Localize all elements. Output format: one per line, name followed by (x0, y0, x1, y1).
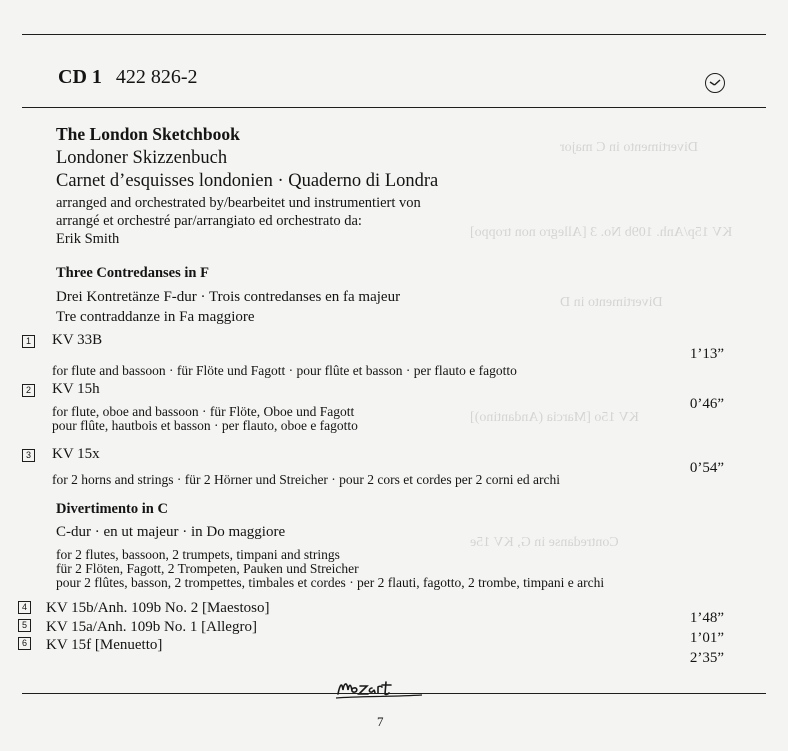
track-number-box: 5 (18, 619, 31, 632)
divertimento-instrumentation-1: for 2 flutes, bassoon, 2 trumpets, timpani and strings (56, 547, 340, 562)
catalog-number: 422 826-2 (115, 66, 198, 88)
divertimento-instrumentation-3: pour 2 flûtes, basson, 2 trompettes, timbales et cordes · per 2 flauti, fagotto, 2 trombe, timpani e archi (56, 575, 605, 590)
track-instrumentation-2: pour flûte, hautbois et basson · per flauto, oboe e fagotto (52, 418, 358, 433)
cd-label: CD 1 (58, 66, 102, 88)
clock-icon (705, 73, 725, 93)
arranged-line-1: arranged and orchestrated by/bearbeitet und instrumentiert von (56, 195, 421, 211)
contredanses-subtitle-1: Drei Kontretänze F-dur · Trois contredanses en fa majeur (56, 289, 401, 305)
track-number-box: 2 (22, 384, 35, 397)
divertimento-instrumentation-2: für 2 Flöten, Fagott, 2 Trompeten, Pauken und Streicher (56, 561, 359, 576)
header-rule (22, 107, 766, 108)
show-through-text: Contredanse in G, KV 15e (470, 535, 619, 550)
track-number-box: 3 (22, 449, 35, 462)
track-title: KV 15b/Anh. 109b No. 2 [Maestoso] (46, 600, 270, 616)
top-rule (22, 34, 766, 35)
track-title: KV 33B (52, 332, 103, 348)
track-duration: 0’54” (689, 460, 724, 476)
track-title: KV 15x (52, 446, 100, 462)
track-duration: 1’13” (689, 346, 724, 362)
divertimento-subtitle: C-dur · en ut majeur · in Do maggiore (56, 524, 286, 540)
divertimento-heading: Divertimento in C (56, 501, 168, 517)
track-number-box: 1 (22, 335, 35, 348)
track-title: KV 15h (52, 381, 100, 397)
show-through-text: KV 15o [Marcia (Andantino)] (470, 410, 639, 425)
show-through-text: KV 15p/Anh. 109b No. 3 [Allegro non troppo] (470, 225, 733, 240)
track-title: KV 15f [Menuetto] (46, 637, 163, 653)
title-german: Londoner Skizzenbuch (56, 148, 228, 168)
show-through-text: Divertimento in C major (560, 140, 699, 155)
track-instrumentation: for flute, oboe and bassoon · für Flöte, Oboe und Fagott (52, 404, 355, 419)
track-duration: 1’01” (689, 630, 724, 646)
track-duration: 0’46” (689, 396, 724, 412)
show-through-text: Divertimento in D (560, 295, 663, 310)
contredanses-subtitle-2: Tre contraddanze in Fa maggiore (56, 309, 255, 325)
arranger-name: Erik Smith (56, 231, 120, 247)
track-number-box: 4 (18, 601, 31, 614)
mozart-signature (334, 674, 426, 707)
track-title: KV 15a/Anh. 109b No. 1 [Allegro] (46, 619, 257, 635)
track-duration: 2’35” (689, 650, 724, 666)
track-instrumentation: for flute and bassoon · für Flöte und Fagott · pour flûte et basson · per flauto e fagotto (52, 363, 517, 378)
track-instrumentation: for 2 horns and strings · für 2 Hörner und Streicher · pour 2 cors et cordes per 2 corni ed archi (52, 472, 560, 487)
track-number-box: 6 (18, 637, 31, 650)
title-french-italian: Carnet d’esquisses londonien · Quaderno di Londra (56, 171, 439, 191)
track-duration: 1’48” (689, 610, 724, 626)
title-english: The London Sketchbook (56, 124, 240, 144)
cd-header (58, 66, 198, 89)
arranged-line-2: arrangé et orchestré par/arrangiato ed orchestrato da: (56, 213, 362, 229)
contredanses-heading: Three Contredanses in F (56, 265, 209, 281)
page-number: 7 (377, 714, 384, 729)
